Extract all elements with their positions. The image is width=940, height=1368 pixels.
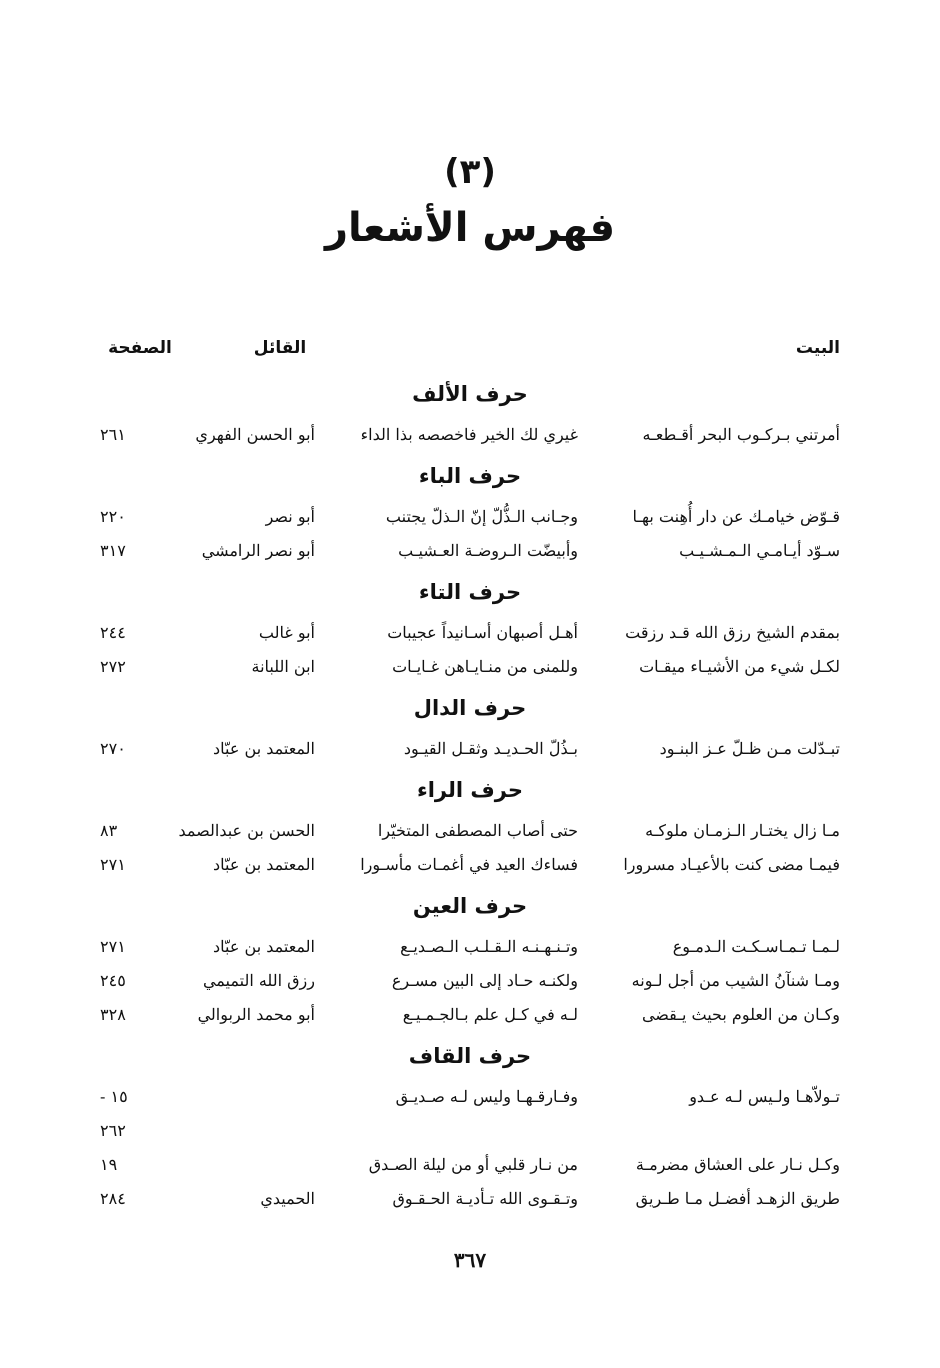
verse-second-hemistich: ولكنـه حـاد إلى البين مسـرع — [391, 971, 578, 990]
verse-first-hemistich: مـا زال يختـار الـزمـان ملوكـه — [645, 821, 840, 840]
column-header-speaker: القائل — [253, 338, 307, 358]
verse-speaker: الحميدي — [260, 1189, 315, 1208]
section-title: حرف الدال — [413, 696, 527, 720]
verse-first-hemistich: لكـل شيء من الأشيـاء ميقـات — [639, 657, 840, 676]
verse-first-hemistich: تبـدّلت مـن ظـلّ عـز البنـود — [659, 739, 840, 758]
column-header-page: الصفحة — [108, 338, 172, 358]
verse-page-number: ٢٧٠ — [100, 739, 126, 758]
verse-row — [100, 848, 840, 882]
page-number: ٣٦٧ — [453, 1248, 487, 1272]
verse-row — [100, 998, 840, 1032]
verse-speaker: أبو محمد الربوالي — [197, 1005, 315, 1024]
verse-page-number: ٣٢٨ — [100, 1005, 126, 1024]
verse-page-number: ٢٦٢ — [100, 1121, 126, 1140]
verse-page-number: ٢٧١ — [100, 937, 126, 956]
verse-speaker: أبو غالب — [258, 623, 315, 642]
verse-speaker: المعتمد بن عبّاد — [213, 937, 315, 956]
verse-page-number: ٨٣ — [100, 821, 118, 840]
verse-second-hemistich: وتـنـهـنـه الـقـلـب الـصـديـع — [400, 937, 578, 956]
verse-first-hemistich: بمقدم الشيخ رزق الله قـد رزقت — [625, 623, 840, 642]
section-title: حرف الراء — [417, 778, 523, 802]
verse-second-hemistich: حتى أصاب المصطفى المتخيّرا — [377, 821, 578, 840]
verse-row — [100, 814, 840, 848]
verse-row — [100, 616, 840, 650]
verse-row — [100, 964, 840, 998]
verse-second-hemistich: وجـانب الـذُّلّ إنّ الـذلّ يجتنب — [385, 507, 578, 526]
verse-row — [100, 418, 840, 452]
verse-speaker: رزق الله التميمي — [202, 971, 315, 990]
verse-second-hemistich: وفـارقـهـا وليس لـه صـديـق — [395, 1087, 578, 1106]
verse-page-number: ٢٧١ — [100, 855, 126, 874]
verse-first-hemistich: وكـان من العلوم بحيث يـقضى — [641, 1005, 840, 1024]
verse-speaker: أبو نصر الرامشي — [201, 541, 315, 560]
section-title: حرف القاف — [408, 1044, 532, 1068]
verse-first-hemistich: وكـل نـار على العشاق مضرمـة — [635, 1155, 840, 1174]
verse-page-number: ١٩ — [100, 1155, 118, 1174]
verse-row — [100, 500, 840, 534]
verse-row — [100, 1080, 840, 1114]
verse-page-number: ٢٤٥ — [100, 971, 126, 990]
verse-first-hemistich: تـولاّهـا ولـيس لـه عـدو — [689, 1087, 840, 1106]
verse-speaker: أبو نصر — [265, 507, 315, 526]
verse-second-hemistich: بـذُلّ الحـديـد وثقـل القيـود — [403, 739, 578, 758]
verse-row — [100, 1182, 840, 1216]
column-header-verse: البيت — [795, 338, 840, 358]
verse-first-hemistich: طريق الزهـد أفضـل مـا طـريق — [635, 1189, 840, 1208]
verse-page-number: ٣١٧ — [100, 541, 126, 560]
verse-second-hemistich: غيري لك الخير فاخصصه بذا الداء — [360, 425, 578, 444]
section-title: حرف الباء — [418, 464, 522, 488]
verse-speaker: المعتمد بن عبّاد — [213, 855, 315, 874]
section-title: حرف الألف — [412, 382, 528, 406]
verse-second-hemistich: وللمنى من منـايـاهن غـايـات — [392, 657, 578, 676]
verse-page-number: ٢٦١ — [100, 425, 126, 444]
verse-row — [100, 650, 840, 684]
verse-row — [100, 930, 840, 964]
verse-speaker: أبو الحسن الفهري — [195, 425, 315, 444]
verse-row — [100, 1148, 840, 1182]
verse-speaker: الحسن بن عبدالصمد — [178, 821, 315, 840]
verse-second-hemistich: وأبيضّت الـروضـة العـشيـب — [398, 541, 578, 560]
verse-second-hemistich: أهـل أصبهان أسـانيداً عجيبات — [387, 623, 578, 642]
verse-page-number: ١٥ - — [100, 1087, 128, 1106]
verse-speaker: المعتمد بن عبّاد — [213, 739, 315, 758]
poetry-index — [100, 370, 840, 1216]
verse-speaker: ابن اللبانة — [251, 657, 315, 676]
section-title: حرف التاء — [418, 580, 522, 604]
verse-row — [100, 534, 840, 568]
verse-first-hemistich: لـمـا تـمـاسـكـت الـدمـوع — [672, 937, 840, 956]
chapter-number: (٣) — [444, 152, 496, 192]
verse-second-hemistich: وتـقـوى الله تـأديـة الحـقـوق — [392, 1189, 578, 1208]
verse-first-hemistich: أمرتني بـركـوب البحر أقـطعـه — [642, 425, 840, 444]
page-title: فهرس الأشعار — [324, 205, 616, 251]
verse-second-hemistich: من نـار قلبي أو من ليلة الصـدق — [368, 1155, 578, 1174]
verse-page-number: ٢٢٠ — [100, 507, 126, 526]
verse-page-number: ٢٨٤ — [100, 1189, 126, 1208]
verse-page-number: ٢٧٢ — [100, 657, 126, 676]
verse-row — [100, 732, 840, 766]
verse-second-hemistich: فساءك العيد في أغمـات مأسـورا — [360, 855, 578, 874]
verse-first-hemistich: قـوّض خيامـك عن دار أُهِنت بهـا — [632, 507, 840, 526]
verse-first-hemistich: سـوّد أيـامـي الـمـشـيـب — [679, 541, 840, 560]
verse-page-number: ٢٤٤ — [100, 623, 126, 642]
verse-second-hemistich: لـه في كـل علم بـالجـمـيـع — [402, 1005, 578, 1024]
verse-row — [100, 1114, 840, 1148]
verse-first-hemistich: فيمـا مضى كنت بالأعيـاد مسرورا — [623, 855, 840, 874]
verse-first-hemistich: ومـا شنآنُ الشيب من أجل لـونه — [631, 971, 840, 990]
section-title: حرف العين — [412, 894, 528, 918]
